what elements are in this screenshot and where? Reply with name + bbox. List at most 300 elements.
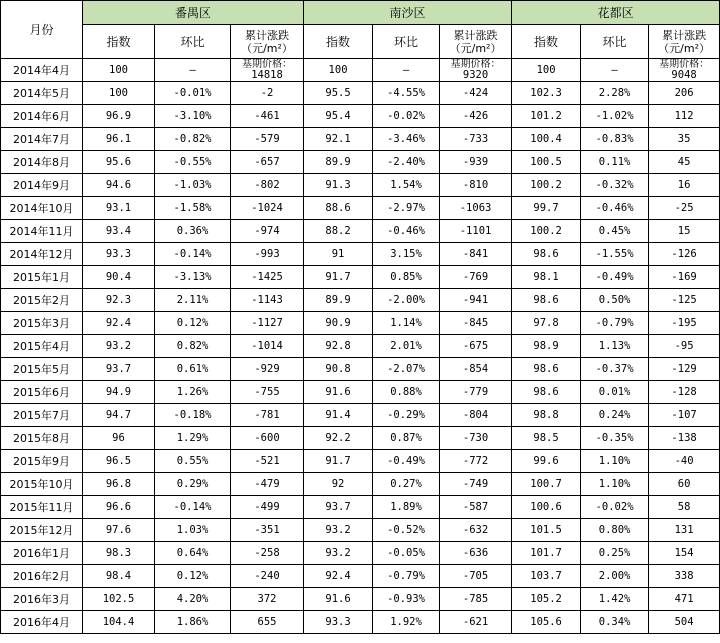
mom-cell: 0.85% <box>373 266 440 289</box>
cumulative-header-line1: 累计涨跌 <box>662 28 707 42</box>
mom-cell: 0.27% <box>373 473 440 496</box>
mom-cell: 0.82% <box>155 335 231 358</box>
base-price-label: 基期价格： <box>659 59 710 70</box>
mom-cell: -0.52% <box>373 519 440 542</box>
table-row <box>1 519 720 542</box>
index-cell: 100.6 <box>512 496 581 519</box>
month-cell: 2015年9月 <box>1 450 83 473</box>
cumulative-cell: -125 <box>649 289 720 312</box>
month-cell: 2016年2月 <box>1 565 83 588</box>
index-cell: 98.4 <box>83 565 155 588</box>
cumulative-header-line2: （元/m²） <box>241 41 293 55</box>
mom-cell: 2.01% <box>373 335 440 358</box>
mom-cell: 0.87% <box>373 427 440 450</box>
mom-cell: 0.50% <box>581 289 649 312</box>
table-row <box>1 59 720 82</box>
mom-cell: -1.58% <box>155 197 231 220</box>
mom-cell: -1.03% <box>155 174 231 197</box>
mom-column-header: 环比 <box>155 25 231 59</box>
table-row <box>1 82 720 105</box>
mom-cell: -0.35% <box>581 427 649 450</box>
index-cell: 100 <box>512 59 581 82</box>
cumulative-cell: -755 <box>231 381 304 404</box>
mom-cell: 1.86% <box>155 611 231 634</box>
cumulative-cell: 206 <box>649 82 720 105</box>
cumulative-header-line1: 累计涨跌 <box>453 28 498 42</box>
index-cell: 89.9 <box>304 289 373 312</box>
mom-cell: -3.13% <box>155 266 231 289</box>
cumulative-column-header <box>440 25 512 59</box>
index-cell: 100 <box>83 59 155 82</box>
mom-cell: 2.00% <box>581 565 649 588</box>
index-cell: 100.4 <box>512 128 581 151</box>
table-row <box>1 266 720 289</box>
table-row <box>1 335 720 358</box>
mom-cell: 1.26% <box>155 381 231 404</box>
table-row <box>1 151 720 174</box>
month-cell: 2015年1月 <box>1 266 83 289</box>
index-cell: 93.7 <box>304 496 373 519</box>
index-cell: 100 <box>83 82 155 105</box>
cumulative-cell: -195 <box>649 312 720 335</box>
index-cell: 96.5 <box>83 450 155 473</box>
index-cell: 93.2 <box>304 519 373 542</box>
index-cell: 98.3 <box>83 542 155 565</box>
month-cell: 2015年5月 <box>1 358 83 381</box>
index-cell: 104.4 <box>83 611 155 634</box>
month-cell: 2014年11月 <box>1 220 83 243</box>
index-cell: 95.5 <box>304 82 373 105</box>
index-cell: 92.4 <box>83 312 155 335</box>
mom-cell: -3.10% <box>155 105 231 128</box>
mom-cell: 0.34% <box>581 611 649 634</box>
cumulative-cell: -1063 <box>440 197 512 220</box>
cumulative-cell: -769 <box>440 266 512 289</box>
cumulative-cell: -169 <box>649 266 720 289</box>
table-body <box>1 59 720 634</box>
mom-cell: 2.28% <box>581 82 649 105</box>
cumulative-column-header <box>649 25 720 59</box>
table-row <box>1 289 720 312</box>
mom-cell: -1.02% <box>581 105 649 128</box>
mom-cell: -0.01% <box>155 82 231 105</box>
mom-cell: 0.29% <box>155 473 231 496</box>
mom-cell: -0.18% <box>155 404 231 427</box>
index-cell: 98.6 <box>512 243 581 266</box>
cumulative-cell: -1024 <box>231 197 304 220</box>
month-cell: 2016年4月 <box>1 611 83 634</box>
mom-cell: 0.88% <box>373 381 440 404</box>
table-row <box>1 565 720 588</box>
index-cell: 101.7 <box>512 542 581 565</box>
index-cell: 102.5 <box>83 588 155 611</box>
table-row <box>1 381 720 404</box>
cumulative-cell: -1127 <box>231 312 304 335</box>
cumulative-cell: -785 <box>440 588 512 611</box>
index-cell: 90.8 <box>304 358 373 381</box>
cumulative-cell: -129 <box>649 358 720 381</box>
month-cell: 2014年4月 <box>1 59 83 82</box>
mom-cell: 1.03% <box>155 519 231 542</box>
cumulative-cell: -841 <box>440 243 512 266</box>
month-cell: 2015年6月 <box>1 381 83 404</box>
index-cell: 101.2 <box>512 105 581 128</box>
cumulative-cell: -40 <box>649 450 720 473</box>
mom-cell: -0.55% <box>155 151 231 174</box>
cumulative-cell: -779 <box>440 381 512 404</box>
cumulative-cell: -632 <box>440 519 512 542</box>
cumulative-cell: -941 <box>440 289 512 312</box>
index-cell: 98.9 <box>512 335 581 358</box>
index-cell: 95.4 <box>304 105 373 128</box>
cumulative-cell: -1101 <box>440 220 512 243</box>
mom-cell: 0.36% <box>155 220 231 243</box>
cumulative-cell: -424 <box>440 82 512 105</box>
index-cell: 99.7 <box>512 197 581 220</box>
table-row <box>1 404 720 427</box>
cumulative-column-header <box>231 25 304 59</box>
table-row <box>1 105 720 128</box>
metric-header-row <box>1 25 720 59</box>
mom-cell: -0.46% <box>373 220 440 243</box>
cumulative-cell: -587 <box>440 496 512 519</box>
base-price-value: 9048 <box>671 69 697 81</box>
mom-cell: 1.29% <box>155 427 231 450</box>
month-cell: 2014年10月 <box>1 197 83 220</box>
cumulative-cell: 131 <box>649 519 720 542</box>
mom-cell: -2.40% <box>373 151 440 174</box>
index-cell: 94.6 <box>83 174 155 197</box>
cumulative-cell: 16 <box>649 174 720 197</box>
cumulative-header-line1: 累计涨跌 <box>245 28 290 42</box>
cumulative-cell: -2 <box>231 82 304 105</box>
index-cell: 91.3 <box>304 174 373 197</box>
mom-cell: -3.46% <box>373 128 440 151</box>
index-cell: 102.3 <box>512 82 581 105</box>
cumulative-cell: -730 <box>440 427 512 450</box>
index-cell: 92 <box>304 473 373 496</box>
cumulative-cell: -107 <box>649 404 720 427</box>
index-cell: 88.2 <box>304 220 373 243</box>
base-price-label: 基期价格： <box>242 59 293 70</box>
cumulative-cell: -802 <box>231 174 304 197</box>
index-cell: 92.2 <box>304 427 373 450</box>
index-cell: 98.8 <box>512 404 581 427</box>
cumulative-cell: -138 <box>649 427 720 450</box>
index-cell: 98.6 <box>512 358 581 381</box>
index-column-header: 指数 <box>512 25 581 59</box>
mom-cell: -0.37% <box>581 358 649 381</box>
table-row <box>1 197 720 220</box>
index-cell: 93.3 <box>304 611 373 634</box>
cumulative-cell: -258 <box>231 542 304 565</box>
cumulative-cell: -95 <box>649 335 720 358</box>
cumulative-cell: -461 <box>231 105 304 128</box>
district-header-panyu: 番禺区 <box>83 1 304 25</box>
district-header-row <box>1 1 720 25</box>
cumulative-cell: -993 <box>231 243 304 266</box>
mom-cell: 1.42% <box>581 588 649 611</box>
cumulative-cell: -25 <box>649 197 720 220</box>
mom-cell: 1.89% <box>373 496 440 519</box>
mom-cell: 0.25% <box>581 542 649 565</box>
index-cell: 91.7 <box>304 450 373 473</box>
index-cell: 91 <box>304 243 373 266</box>
mom-cell: 1.13% <box>581 335 649 358</box>
index-cell: 96.8 <box>83 473 155 496</box>
mom-cell: 0.80% <box>581 519 649 542</box>
cumulative-cell: -810 <box>440 174 512 197</box>
month-cell: 2015年10月 <box>1 473 83 496</box>
month-cell: 2014年9月 <box>1 174 83 197</box>
index-cell: 92.4 <box>304 565 373 588</box>
index-cell: 103.7 <box>512 565 581 588</box>
table-row <box>1 588 720 611</box>
mom-cell: 1.92% <box>373 611 440 634</box>
index-cell: 98.1 <box>512 266 581 289</box>
mom-cell: 0.01% <box>581 381 649 404</box>
cumulative-cell: 35 <box>649 128 720 151</box>
mom-cell: -2.00% <box>373 289 440 312</box>
mom-cell: -0.32% <box>581 174 649 197</box>
cumulative-cell: -426 <box>440 105 512 128</box>
mom-cell: -0.14% <box>155 496 231 519</box>
cumulative-cell: -1014 <box>231 335 304 358</box>
mom-cell: -0.79% <box>581 312 649 335</box>
cumulative-cell: -939 <box>440 151 512 174</box>
index-cell: 93.2 <box>83 335 155 358</box>
index-cell: 100.7 <box>512 473 581 496</box>
table-row <box>1 496 720 519</box>
table-row <box>1 243 720 266</box>
cumulative-cell: 338 <box>649 565 720 588</box>
index-cell: 91.6 <box>304 381 373 404</box>
index-cell: 94.7 <box>83 404 155 427</box>
mom-cell: -0.82% <box>155 128 231 151</box>
index-cell: 95.6 <box>83 151 155 174</box>
cumulative-cell: -479 <box>231 473 304 496</box>
mom-cell: -0.93% <box>373 588 440 611</box>
cumulative-cell: -854 <box>440 358 512 381</box>
district-header-nansha: 南沙区 <box>304 1 512 25</box>
cumulative-cell <box>231 59 304 82</box>
cumulative-cell: 60 <box>649 473 720 496</box>
mom-cell: 1.14% <box>373 312 440 335</box>
month-column-header: 月份 <box>1 1 83 59</box>
index-cell: 96.6 <box>83 496 155 519</box>
index-column-header: 指数 <box>304 25 373 59</box>
month-cell: 2015年7月 <box>1 404 83 427</box>
mom-cell: -0.49% <box>373 450 440 473</box>
cumulative-cell: -705 <box>440 565 512 588</box>
cumulative-cell: 45 <box>649 151 720 174</box>
index-cell: 98.5 <box>512 427 581 450</box>
cumulative-cell: -126 <box>649 243 720 266</box>
cumulative-cell: 58 <box>649 496 720 519</box>
mom-cell: 2.11% <box>155 289 231 312</box>
index-cell: 91.6 <box>304 588 373 611</box>
mom-cell: -0.29% <box>373 404 440 427</box>
base-price-label: 基期价格： <box>450 59 501 70</box>
index-cell: 92.8 <box>304 335 373 358</box>
cumulative-cell: -675 <box>440 335 512 358</box>
cumulative-cell: -600 <box>231 427 304 450</box>
index-cell: 105.2 <box>512 588 581 611</box>
cumulative-cell: -845 <box>440 312 512 335</box>
cumulative-cell: 504 <box>649 611 720 634</box>
mom-cell: -0.02% <box>373 105 440 128</box>
index-cell: 93.4 <box>83 220 155 243</box>
mom-cell: 0.55% <box>155 450 231 473</box>
mom-cell: — <box>373 59 440 82</box>
mom-cell: 0.11% <box>581 151 649 174</box>
month-cell: 2014年7月 <box>1 128 83 151</box>
cumulative-cell <box>649 59 720 82</box>
cumulative-cell <box>440 59 512 82</box>
index-cell: 93.7 <box>83 358 155 381</box>
cumulative-header-line2: （元/m²） <box>449 41 502 55</box>
index-cell: 96.1 <box>83 128 155 151</box>
mom-cell: 0.61% <box>155 358 231 381</box>
mom-cell: 0.24% <box>581 404 649 427</box>
mom-cell: -0.79% <box>373 565 440 588</box>
table-row <box>1 611 720 634</box>
cumulative-cell: -240 <box>231 565 304 588</box>
month-cell: 2016年3月 <box>1 588 83 611</box>
mom-cell: 0.45% <box>581 220 649 243</box>
month-cell: 2014年12月 <box>1 243 83 266</box>
month-cell: 2015年8月 <box>1 427 83 450</box>
cumulative-cell: -781 <box>231 404 304 427</box>
mom-cell: 1.10% <box>581 473 649 496</box>
cumulative-cell: -636 <box>440 542 512 565</box>
cumulative-cell: 112 <box>649 105 720 128</box>
mom-column-header: 环比 <box>373 25 440 59</box>
index-cell: 94.9 <box>83 381 155 404</box>
cumulative-cell: -499 <box>231 496 304 519</box>
cumulative-cell: -974 <box>231 220 304 243</box>
cumulative-cell: -521 <box>231 450 304 473</box>
cumulative-cell: -749 <box>440 473 512 496</box>
mom-cell: 1.10% <box>581 450 649 473</box>
mom-cell: — <box>581 59 649 82</box>
cumulative-cell: -351 <box>231 519 304 542</box>
index-cell: 99.6 <box>512 450 581 473</box>
table-row <box>1 450 720 473</box>
month-cell: 2015年12月 <box>1 519 83 542</box>
mom-cell: 1.54% <box>373 174 440 197</box>
mom-cell: 4.20% <box>155 588 231 611</box>
cumulative-cell: 471 <box>649 588 720 611</box>
month-cell: 2014年6月 <box>1 105 83 128</box>
base-price-value: 9320 <box>462 69 489 81</box>
index-cell: 93.1 <box>83 197 155 220</box>
mom-cell: -0.02% <box>581 496 649 519</box>
cumulative-header-line2: （元/m²） <box>658 41 710 55</box>
month-cell: 2016年1月 <box>1 542 83 565</box>
index-cell: 101.5 <box>512 519 581 542</box>
table-row <box>1 427 720 450</box>
index-cell: 98.6 <box>512 289 581 312</box>
cumulative-cell: -621 <box>440 611 512 634</box>
index-cell: 91.4 <box>304 404 373 427</box>
index-cell: 92.1 <box>304 128 373 151</box>
cumulative-cell: 15 <box>649 220 720 243</box>
mom-cell: 3.15% <box>373 243 440 266</box>
index-cell: 93.3 <box>83 243 155 266</box>
index-cell: 96 <box>83 427 155 450</box>
table-row <box>1 312 720 335</box>
index-cell: 90.9 <box>304 312 373 335</box>
cumulative-cell: -804 <box>440 404 512 427</box>
cumulative-cell: 372 <box>231 588 304 611</box>
cumulative-cell: 154 <box>649 542 720 565</box>
table-row <box>1 174 720 197</box>
mom-cell: 0.12% <box>155 312 231 335</box>
table-row <box>1 473 720 496</box>
mom-cell: — <box>155 59 231 82</box>
index-column-header: 指数 <box>83 25 155 59</box>
base-price-value: 14818 <box>251 69 283 81</box>
table-row <box>1 128 720 151</box>
index-cell: 90.4 <box>83 266 155 289</box>
cumulative-cell: -733 <box>440 128 512 151</box>
table-row <box>1 542 720 565</box>
index-cell: 100 <box>304 59 373 82</box>
cumulative-cell: -579 <box>231 128 304 151</box>
cumulative-cell: -929 <box>231 358 304 381</box>
cumulative-cell: 655 <box>231 611 304 634</box>
cumulative-cell: -657 <box>231 151 304 174</box>
mom-cell: 0.12% <box>155 565 231 588</box>
index-cell: 98.6 <box>512 381 581 404</box>
index-cell: 105.6 <box>512 611 581 634</box>
mom-column-header: 环比 <box>581 25 649 59</box>
month-cell: 2015年11月 <box>1 496 83 519</box>
index-cell: 100.2 <box>512 174 581 197</box>
month-cell: 2014年5月 <box>1 82 83 105</box>
cumulative-cell: -1425 <box>231 266 304 289</box>
table-row <box>1 220 720 243</box>
month-cell: 2015年2月 <box>1 289 83 312</box>
index-cell: 97.8 <box>512 312 581 335</box>
index-cell: 96.9 <box>83 105 155 128</box>
index-cell: 100.2 <box>512 220 581 243</box>
index-cell: 92.3 <box>83 289 155 312</box>
mom-cell: -0.83% <box>581 128 649 151</box>
index-cell: 93.2 <box>304 542 373 565</box>
mom-cell: 0.64% <box>155 542 231 565</box>
mom-cell: -2.97% <box>373 197 440 220</box>
district-header-huadu: 花都区 <box>512 1 720 25</box>
mom-cell: -2.07% <box>373 358 440 381</box>
index-cell: 91.7 <box>304 266 373 289</box>
cumulative-cell: -1143 <box>231 289 304 312</box>
mom-cell: -1.55% <box>581 243 649 266</box>
index-cell: 97.6 <box>83 519 155 542</box>
mom-cell: -0.14% <box>155 243 231 266</box>
index-cell: 100.5 <box>512 151 581 174</box>
mom-cell: -0.05% <box>373 542 440 565</box>
month-cell: 2014年8月 <box>1 151 83 174</box>
mom-cell: -4.55% <box>373 82 440 105</box>
month-cell: 2015年3月 <box>1 312 83 335</box>
cumulative-cell: -128 <box>649 381 720 404</box>
index-cell: 89.9 <box>304 151 373 174</box>
mom-cell: -0.46% <box>581 197 649 220</box>
mom-cell: -0.49% <box>581 266 649 289</box>
index-cell: 88.6 <box>304 197 373 220</box>
